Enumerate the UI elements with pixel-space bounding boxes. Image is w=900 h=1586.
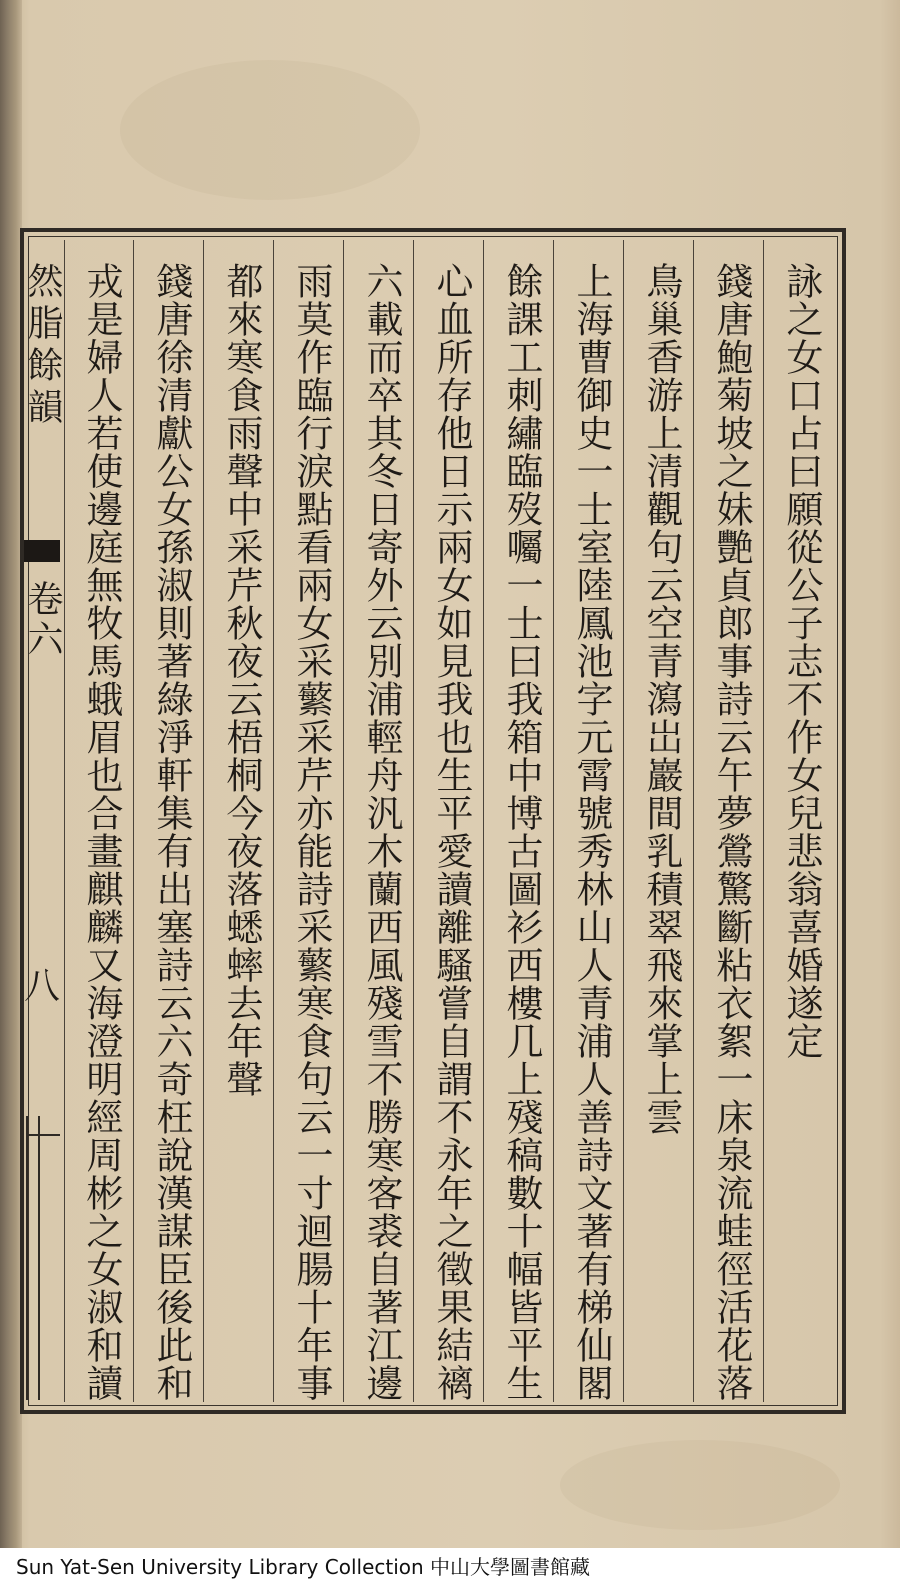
column-divider: [763, 240, 764, 1402]
book-spine: [0, 0, 22, 1586]
text-column-3: 鳥巢香游上清觀句云空青瀉岀巖間乳積翠飛來掌上雲: [640, 262, 683, 1136]
fish-tail-mark: [24, 540, 60, 562]
column-divider: [64, 240, 65, 1402]
margin-rule: [26, 1134, 60, 1136]
column-divider: [343, 240, 344, 1402]
column-divider: [483, 240, 484, 1402]
text-column-5: 餘課工刺繡臨歿囑一士曰我箱中博古圖衫西樓几上殘稿數十幅皆平生: [500, 262, 543, 1402]
column-divider: [133, 240, 134, 1402]
text-column-11: 戎是婦人若使邊庭無牧馬蛾眉也合畫麒麟又海澄明經周彬之女淑和讀: [80, 262, 123, 1402]
paper-stain: [560, 1440, 840, 1530]
paper-stain: [120, 60, 420, 200]
text-column-8: 雨莫作臨行淚點看兩女采蘩采芹亦能詩采蘩寒食句云一寸迴腸十年事: [290, 262, 333, 1402]
text-column-10: 錢唐徐清獻公女孫淑則著綠淨軒集有出塞詩云六奇枉說漢謀臣後此和: [150, 262, 193, 1402]
text-column-2: 錢唐鮑菊坡之妹艷貞郎事詩云午夢鶯驚斷粘衣絮一床泉流蛙徑活花落: [710, 262, 753, 1402]
margin-rule: [38, 1116, 40, 1400]
column-divider: [273, 240, 274, 1402]
library-watermark: Sun Yat-Sen University Library Collection 中山大學圖書館藏: [0, 1548, 900, 1586]
text-column-9: 都來寒食雨聲中采芹秋夜云梧桐今夜落蟋蟀去年聲: [220, 262, 263, 1098]
margin-rule: [26, 1116, 28, 1400]
text-column-4: 上海曹御史一士室陸鳳池字元霄號秀林山人青浦人善詩文著有梯仙閣: [570, 262, 613, 1402]
column-divider: [553, 240, 554, 1402]
book-title: 然脂餘韻: [22, 262, 63, 430]
column-divider: [203, 240, 204, 1402]
column-divider: [693, 240, 694, 1402]
text-column-6: 心血所存他日示兩女如見我也生平愛讀離騷嘗自謂不永年之徵果結褵: [430, 262, 473, 1402]
column-divider: [413, 240, 414, 1402]
page-number: 八: [23, 966, 60, 1007]
text-column-1: 詠之女口占曰願從公子志不作女兒悲翁喜婚遂定: [780, 262, 823, 1060]
volume-label: 卷六: [22, 580, 63, 660]
text-column-7: 六載而卒其冬日寄外云別浦輕舟汎木蘭西風殘雪不勝寒客裘自著江邊: [360, 262, 403, 1402]
column-divider: [623, 240, 624, 1402]
